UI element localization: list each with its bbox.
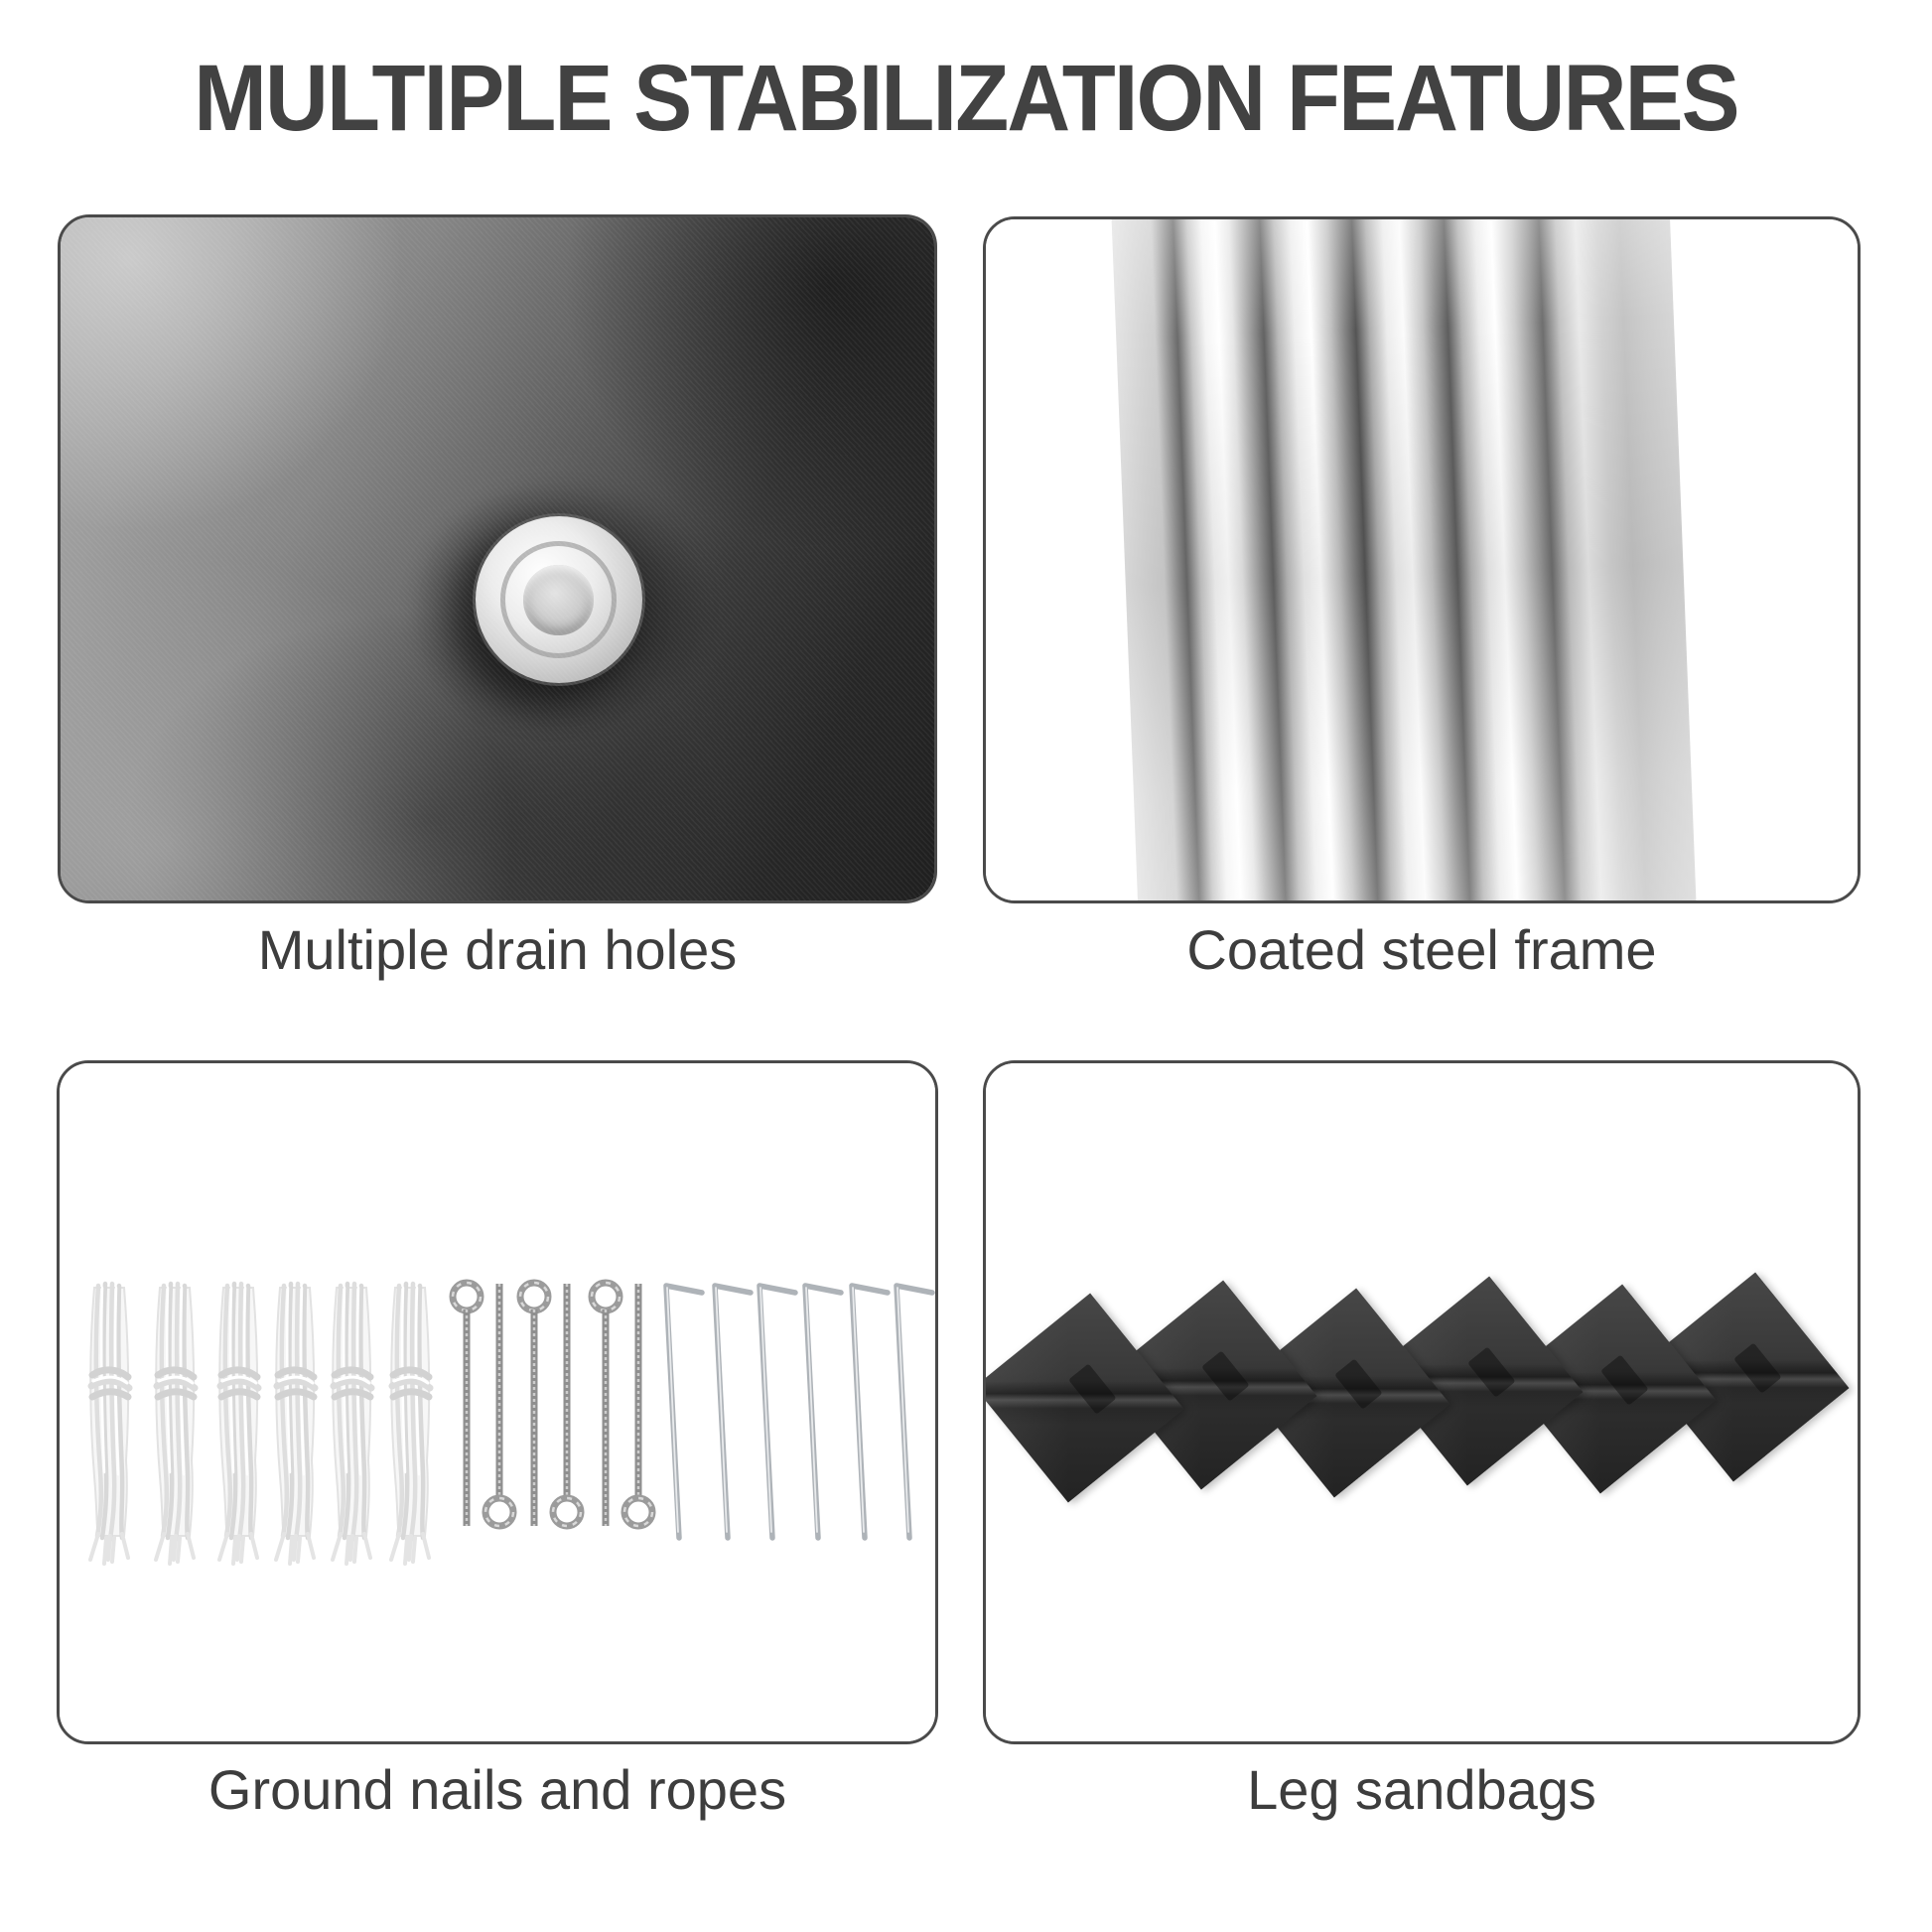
grommet-center (523, 565, 594, 635)
sandbags-photo (986, 1063, 1858, 1741)
drain-hole-photo (61, 217, 934, 900)
rope-bundle (90, 1284, 129, 1564)
rope-bundle (156, 1284, 195, 1564)
caption-leg-sandbags: Leg sandbags (1247, 1758, 1596, 1821)
ground-kit-photo (60, 1063, 935, 1741)
feature-panel-ground-nails-ropes (57, 1060, 938, 1744)
tent-peg (805, 1286, 841, 1538)
steel-frame-photo (986, 219, 1858, 900)
eyelet-ground-nail (624, 1284, 652, 1526)
eyelet-ground-nail (453, 1283, 481, 1526)
rope-bundle (391, 1284, 430, 1564)
sandbag (1005, 1323, 1154, 1472)
tent-peg (759, 1286, 795, 1538)
caption-ground-nails-ropes: Ground nails and ropes (207, 1758, 787, 1821)
caption-drain-holes: Multiple drain holes (257, 918, 738, 981)
drain-grommet-icon (476, 516, 642, 683)
tent-peg (666, 1286, 702, 1538)
caption-steel-frame: Coated steel frame (1186, 918, 1657, 981)
ropes-stakes-pegs-graphic (60, 1063, 938, 1744)
tent-peg (715, 1286, 751, 1538)
steel-poles-icon (1112, 216, 1697, 903)
eyelet-ground-nail (592, 1283, 620, 1526)
rope-bundle (333, 1284, 371, 1564)
tent-peg (852, 1286, 888, 1538)
eyelet-ground-nail (485, 1284, 513, 1526)
feature-panel-drain-holes (58, 214, 937, 903)
eyelet-ground-nail (520, 1283, 548, 1526)
grommet-shadow (345, 428, 772, 785)
feature-panel-steel-frame (983, 216, 1861, 903)
rope-bundle (276, 1284, 315, 1564)
rope-bundle (219, 1284, 258, 1564)
tent-peg (897, 1286, 932, 1538)
feature-panel-leg-sandbags (983, 1060, 1861, 1744)
grommet-ring (500, 541, 618, 658)
eyelet-ground-nail (553, 1284, 581, 1526)
page-title: MULTIPLE STABILIZATION FEATURES (194, 46, 1738, 151)
